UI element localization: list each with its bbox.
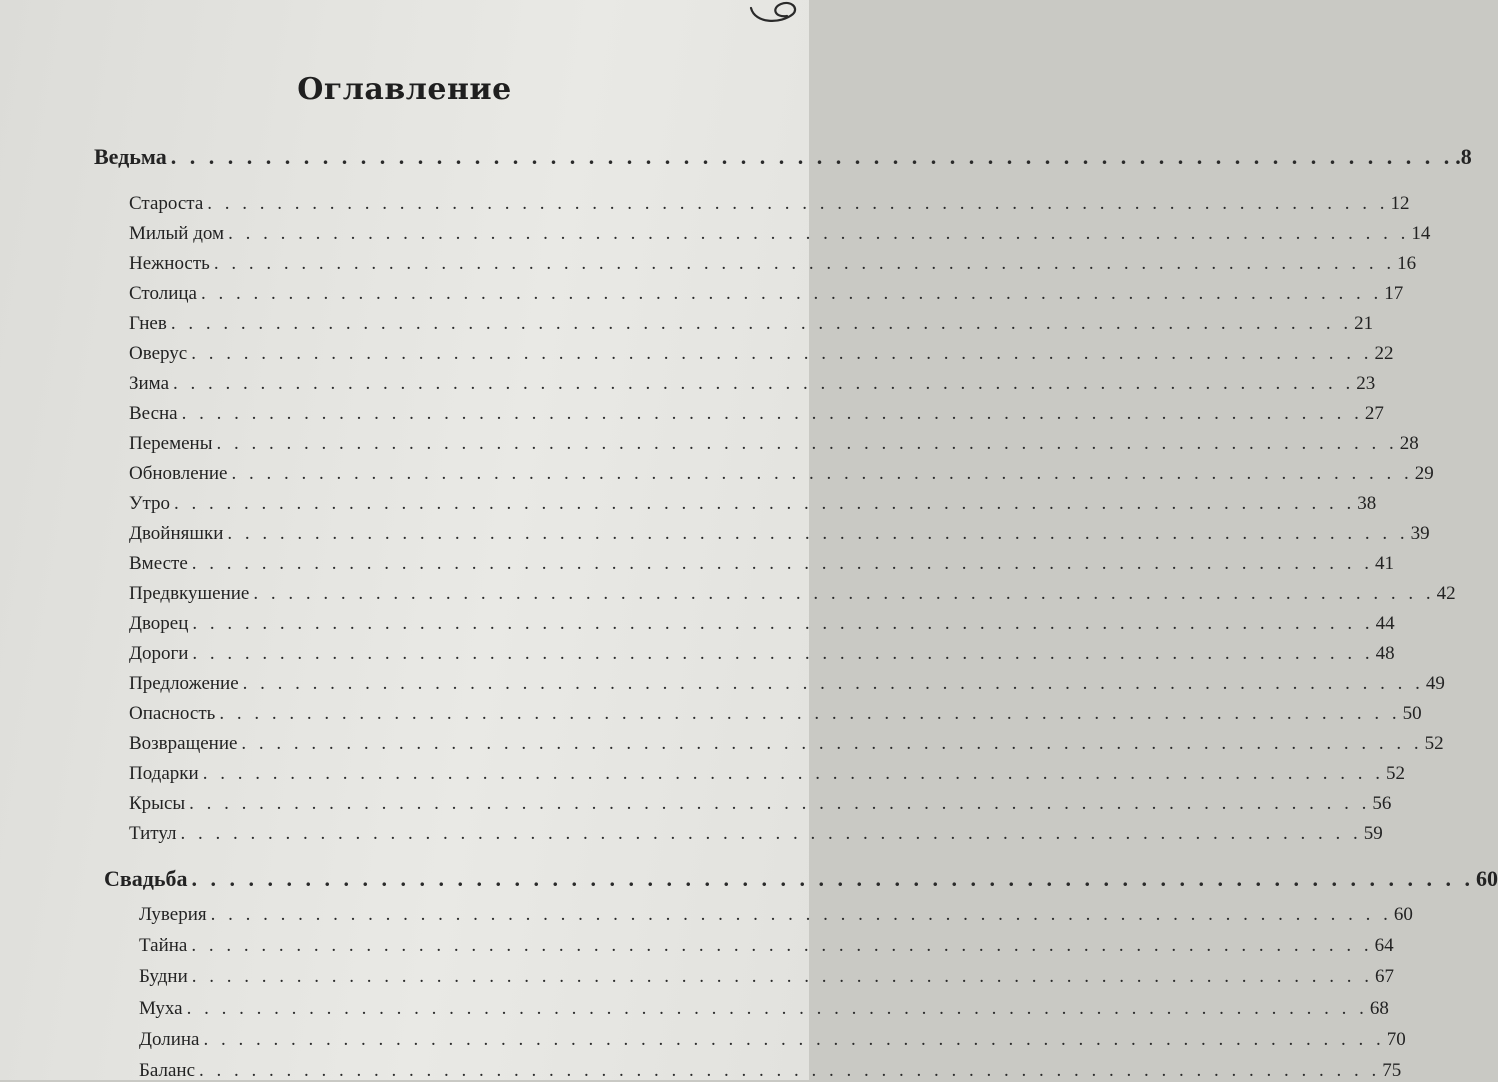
toc-chapter-page-number: 64 <box>1374 935 1394 956</box>
toc-chapter-title: Титул <box>129 823 177 844</box>
toc-part <box>94 144 1472 170</box>
toc-chapter <box>139 935 1394 957</box>
toc-chapter-title: Староста <box>129 193 204 214</box>
toc-chapter-page-number: 49 <box>1425 673 1445 694</box>
toc-chapter <box>129 193 1410 215</box>
dot-leader: . . . . . . . . . . . . . . . . . . . . . . . . . . . . . . . . . . . . . . . . . . . . . . . . . . . . . . . . . . . . . . . . . . . . <box>170 144 1454 169</box>
toc-chapter-title: Опасность <box>129 703 216 724</box>
toc-chapter-title: Дворец <box>129 613 189 634</box>
dot-leader: . . . . . . . . . . . . . . . . . . . . . . . . . . . . . . . . . . . . . . . . . . . . . . . . . . . . . . . . . . . . . . . . . . . . <box>228 223 1410 244</box>
toc-chapter-page-number: 60 <box>1393 904 1413 925</box>
toc-chapter-title: Весна <box>129 403 178 424</box>
toc-chapter-page-number: 16 <box>1397 253 1417 274</box>
toc-chapter <box>129 643 1395 665</box>
toc-chapter-page-number: 68 <box>1369 998 1389 1019</box>
toc-chapter <box>129 463 1434 485</box>
page-title: Оглавление <box>297 72 512 107</box>
toc-chapter <box>139 1029 1406 1051</box>
toc-chapter <box>129 403 1384 425</box>
dot-leader: . . . . . . . . . . . . . . . . . . . . . . . . . . . . . . . . . . . . . . . . . . . . . . . . . . . . . . . . . . . . . . . . . . . . <box>181 403 1363 424</box>
toc-chapter-title: Дороги <box>129 643 189 664</box>
dot-leader: . . . . . . . . . . . . . . . . . . . . . . . . . . . . . . . . . . . . . . . . . . . . . . . . . . . . . . . . . . . . . . . . . . . . <box>207 193 1389 214</box>
dot-leader: . . . . . . . . . . . . . . . . . . . . . . . . . . . . . . . . . . . . . . . . . . . . . . . . . . . . . . . . . . . . . . . . . . . . <box>227 523 1409 544</box>
toc-chapter <box>129 223 1431 245</box>
toc-part <box>104 866 1498 892</box>
toc-part-title: Свадьба <box>104 866 188 891</box>
toc-chapter <box>129 673 1445 695</box>
toc-chapter-page-number: 12 <box>1390 193 1410 214</box>
toc-chapter-page-number: 39 <box>1410 523 1430 544</box>
dot-leader: . . . . . . . . . . . . . . . . . . . . . . . . . . . . . . . . . . . . . . . . . . . . . . . . . . . . . . . . . . . . . . . . . . . . <box>173 373 1355 394</box>
dot-leader: . . . . . . . . . . . . . . . . . . . . . . . . . . . . . . . . . . . . . . . . . . . . . . . . . . . . . . . . . . . . . . . . . . . . <box>186 998 1368 1019</box>
toc-chapter <box>139 998 1389 1020</box>
toc-chapter-page-number: 48 <box>1375 643 1395 664</box>
toc-chapter-title: Будни <box>139 966 188 987</box>
toc-chapter-page-number: 23 <box>1356 373 1376 394</box>
toc-chapter-title: Двойняшки <box>129 523 224 544</box>
toc-part-page-number: .8 <box>1455 144 1472 169</box>
dot-leader: . . . . . . . . . . . . . . . . . . . . . . . . . . . . . . . . . . . . . . . . . . . . . . . . . . . . . . . . . . . . . . . . . . . . <box>202 763 1384 784</box>
dot-leader: . . . . . . . . . . . . . . . . . . . . . . . . . . . . . . . . . . . . . . . . . . . . . . . . . . . . . . . . . . . . . . . . . . . . <box>191 966 1373 987</box>
toc-chapter <box>129 523 1430 545</box>
dot-leader: . . . . . . . . . . . . . . . . . . . . . . . . . . . . . . . . . . . . . . . . . . . . . . . . . . . . . . . . . . . . . . . . . . . . <box>210 904 1392 925</box>
toc-chapter-page-number: 67 <box>1375 966 1394 987</box>
toc-chapter-title: Муха <box>139 998 183 1019</box>
toc-chapter-title: Луверия <box>139 904 207 925</box>
toc-part-page-number: 60 <box>1476 866 1498 891</box>
dot-leader: . . . . . . . . . . . . . . . . . . . . . . . . . . . . . . . . . . . . . . . . . . . . . . . . . . . . . . . . . . . . . . . . . . . . <box>192 643 1374 664</box>
toc-chapter-title: Подарки <box>129 763 199 784</box>
toc-chapter <box>129 763 1405 785</box>
toc-chapter-title: Возвращение <box>129 733 238 754</box>
toc-chapter-page-number: 52 <box>1385 763 1405 784</box>
toc-chapter-title: Зима <box>129 373 170 394</box>
toc-chapter <box>129 793 1392 815</box>
toc-chapter <box>129 493 1377 515</box>
dot-leader: . . . . . . . . . . . . . . . . . . . . . . . . . . . . . . . . . . . . . . . . . . . . . . . . . . . . . . . . . . . . . . . . . . . . <box>191 866 1475 891</box>
toc-chapter-title: Утро <box>129 493 170 514</box>
toc-chapter <box>129 703 1422 725</box>
toc-chapter-page-number: 14 <box>1411 223 1431 244</box>
toc-chapter-page-number: 29 <box>1414 463 1434 484</box>
toc-chapter-page-number: 41 <box>1375 553 1395 574</box>
toc-chapter-page-number: 56 <box>1372 793 1392 814</box>
toc-chapter <box>129 343 1394 365</box>
toc-chapter-page-number: 50 <box>1402 703 1422 724</box>
toc-chapter <box>129 433 1419 455</box>
toc-chapter <box>129 583 1456 605</box>
toc-chapter-page-number: 44 <box>1375 613 1395 634</box>
dot-leader: . . . . . . . . . . . . . . . . . . . . . . . . . . . . . . . . . . . . . . . . . . . . . . . . . . . . . . . . . . . . . . . . . . . . <box>200 283 1383 304</box>
toc-chapter-title: Баланс <box>139 1060 196 1081</box>
toc-chapter-title: Предвкушение <box>129 583 250 604</box>
toc-chapter-title: Обновление <box>129 463 228 484</box>
dot-leader: . . . . . . . . . . . . . . . . . . . . . . . . . . . . . . . . . . . . . . . . . . . . . . . . . . . . . . . . . . . . . . . . . . . . <box>192 613 1374 634</box>
toc-part-title: Ведьма <box>94 144 167 169</box>
toc-chapter <box>139 966 1394 988</box>
toc-chapter <box>129 283 1404 305</box>
toc-chapter-page-number: 59 <box>1363 823 1383 844</box>
dot-leader: . . . . . . . . . . . . . . . . . . . . . . . . . . . . . . . . . . . . . . . . . . . . . . . . . . . . . . . . . . . . . . . . . . . . <box>199 1060 1381 1081</box>
toc-chapter-title: Столица <box>129 283 197 304</box>
toc-chapter-page-number: 21 <box>1354 313 1374 334</box>
toc-chapter-page-number: 28 <box>1399 433 1419 454</box>
toc-chapter <box>129 553 1395 575</box>
dot-leader: . . . . . . . . . . . . . . . . . . . . . . . . . . . . . . . . . . . . . . . . . . . . . . . . . . . . . . . . . . . . . . . . . . . . <box>216 433 1398 454</box>
dot-leader: . . . . . . . . . . . . . . . . . . . . . . . . . . . . . . . . . . . . . . . . . . . . . . . . . . . . . . . . . . . . . . . . . . . . <box>170 313 1353 334</box>
dot-leader: . . . . . . . . . . . . . . . . . . . . . . . . . . . . . . . . . . . . . . . . . . . . . . . . . . . . . . . . . . . . . . . . . . . . <box>191 935 1373 956</box>
dot-leader: . . . . . . . . . . . . . . . . . . . . . . . . . . . . . . . . . . . . . . . . . . . . . . . . . . . . . . . . . . . . . . . . . . . . <box>213 253 1396 274</box>
toc-chapter <box>129 373 1376 395</box>
toc-chapter-title: Вместе <box>129 553 188 574</box>
toc-chapter-title: Нежность <box>129 253 210 274</box>
toc-chapter-page-number: 22 <box>1374 343 1394 364</box>
toc-chapter-title: Крысы <box>129 793 186 814</box>
toc-chapter-title: Тайна <box>139 935 188 956</box>
toc-chapter-page-number: 27 <box>1364 403 1384 424</box>
toc-chapter <box>129 823 1383 845</box>
toc-chapter <box>129 733 1444 755</box>
toc-chapter <box>129 613 1395 635</box>
dot-leader: . . . . . . . . . . . . . . . . . . . . . . . . . . . . . . . . . . . . . . . . . . . . . . . . . . . . . . . . . . . . . . . . . . . . <box>203 1029 1385 1050</box>
dot-leader: . . . . . . . . . . . . . . . . . . . . . . . . . . . . . . . . . . . . . . . . . . . . . . . . . . . . . . . . . . . . . . . . . . . . <box>219 703 1401 724</box>
toc-chapter <box>139 1060 1402 1082</box>
toc-chapter-page-number: 42 <box>1436 583 1456 604</box>
dot-leader: . . . . . . . . . . . . . . . . . . . . . . . . . . . . . . . . . . . . . . . . . . . . . . . . . . . . . . . . . . . . . . . . . . . . <box>242 673 1424 694</box>
toc-chapter-title: Предложение <box>129 673 239 694</box>
toc-chapter-title: Милый дом <box>129 223 225 244</box>
page-corner-doodle <box>741 0 801 34</box>
toc-chapter-page-number: 17 <box>1384 283 1404 304</box>
toc-chapter-page-number: 75 <box>1382 1060 1402 1081</box>
toc-chapter-page-number: 70 <box>1386 1029 1406 1050</box>
toc-chapter-title: Оверус <box>129 343 188 364</box>
dot-leader: . . . . . . . . . . . . . . . . . . . . . . . . . . . . . . . . . . . . . . . . . . . . . . . . . . . . . . . . . . . . . . . . . . . . <box>174 493 1356 514</box>
dot-leader: . . . . . . . . . . . . . . . . . . . . . . . . . . . . . . . . . . . . . . . . . . . . . . . . . . . . . . . . . . . . . . . . . . . . <box>191 553 1374 574</box>
dot-leader: . . . . . . . . . . . . . . . . . . . . . . . . . . . . . . . . . . . . . . . . . . . . . . . . . . . . . . . . . . . . . . . . . . . . <box>253 583 1435 604</box>
dot-leader: . . . . . . . . . . . . . . . . . . . . . . . . . . . . . . . . . . . . . . . . . . . . . . . . . . . . . . . . . . . . . . . . . . . . <box>241 733 1423 754</box>
toc-chapter-title: Долина <box>139 1029 200 1050</box>
dot-leader: . . . . . . . . . . . . . . . . . . . . . . . . . . . . . . . . . . . . . . . . . . . . . . . . . . . . . . . . . . . . . . . . . . . . <box>231 463 1413 484</box>
dot-leader: . . . . . . . . . . . . . . . . . . . . . . . . . . . . . . . . . . . . . . . . . . . . . . . . . . . . . . . . . . . . . . . . . . . . <box>189 793 1371 814</box>
toc-chapter <box>129 253 1417 275</box>
toc-chapter-title: Гнев <box>129 313 167 334</box>
toc-chapter-page-number: 38 <box>1357 493 1377 514</box>
toc-chapter-title: Перемены <box>129 433 213 454</box>
dot-leader: . . . . . . . . . . . . . . . . . . . . . . . . . . . . . . . . . . . . . . . . . . . . . . . . . . . . . . . . . . . . . . . . . . . . <box>180 823 1362 844</box>
toc-chapter <box>129 313 1374 335</box>
toc-chapter-page-number: 52 <box>1424 733 1444 754</box>
dot-leader: . . . . . . . . . . . . . . . . . . . . . . . . . . . . . . . . . . . . . . . . . . . . . . . . . . . . . . . . . . . . . . . . . . . . <box>191 343 1373 364</box>
toc-chapter <box>139 904 1413 926</box>
